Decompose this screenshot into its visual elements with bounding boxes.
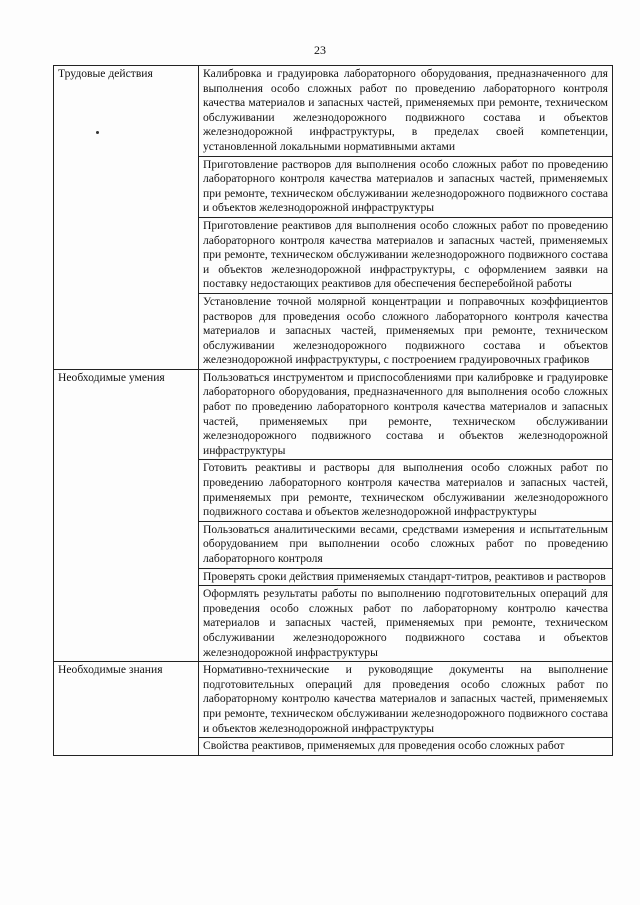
table-row: [54, 369, 613, 460]
skill-item: Пользоваться аналитическими весами, средствами измерения и испытательным оборудованием при выполнении особо сложных работ по проведению лабораторного контроля: [199, 521, 613, 568]
action-item: Приготовление реактивов для выполнения особо сложных работ по проведению лабораторного контроля качества материалов и запасных частей, применяемых при ремонте, техническом обслуживании железнодорожного подвижного состава и объектов железнодорожной инфраструктуры, с оформлением заявки на поставку недостающих реактивов для обеспечения бесперебойной работы: [199, 217, 613, 293]
skill-item: Пользоваться инструментом и приспособлениями при калибровке и градуировке лабораторного оборудования, предназначенного для выполнения особо сложных работ по проведению лабораторного контроля качества материалов и запасных частей, применяемых при ремонте, техническом обслуживании железнодорожного подвижного состава и объектов железнодорожной инфраструктуры: [199, 369, 613, 460]
skill-item: Оформлять результаты работы по выполнению подготовительных операций для проведения особо сложных работ по лабораторному контролю качества материалов и запасных частей, применяемых при ремонте, техническом обслуживании железнодорожного подвижного состава и объектов железнодорожной инфраструктуры: [199, 586, 613, 662]
skill-item: Проверять сроки действия применяемых стандарт-титров, реактивов и растворов: [199, 568, 613, 586]
action-item: Установление точной молярной концентрации и поправочных коэффициентов растворов для проведения особо сложного лабораторного контроля качества материалов и запасных частей, применяемых при ремонте, техническом обслуживании железнодорожного подвижного состава и объектов железнодорожной инфраструктуры, с построением градуировочных графиков: [199, 293, 613, 369]
knowledge-item: Нормативно-технические и руководящие документы на выполнение подготовительных операций для проведения особо сложных работ по лабораторному контролю качества материалов и запасных частей, применяемых при ремонте, техническом обслуживании железнодорожного подвижного состава и объектов железнодорожной инфраструктуры: [199, 662, 613, 738]
page-number: 23: [314, 43, 326, 57]
section-label-knowledge: Необходимые знания: [54, 662, 199, 756]
knowledge-item: Свойства реактивов, применяемых для проведения особо сложных работ: [199, 738, 613, 756]
table-row: [54, 662, 613, 738]
competency-table: [53, 65, 613, 756]
skill-item: Готовить реактивы и растворы для выполнения особо сложных работ по проведению лабораторного контроля качества материалов и запасных частей, применяемых при ремонте, техническом обслуживании железнодорожного подвижного состава и объектов железнодорожной инфраструктуры: [199, 460, 613, 521]
section-label-skills: Необходимые умения: [54, 369, 199, 661]
action-item: Калибровка и градуировка лабораторного оборудования, предназначенного для выполнения особо сложных работ по проведению лабораторного контроля качества материалов и запасных частей, применяемых при ремонте, техническом обслуживании железнодорожного подвижного состава и объектов железнодорожной инфраструктуры, в пределах своей компетенции, установленной локальными нормативными актами: [199, 66, 613, 157]
table-row: [54, 66, 613, 157]
section-label-actions: Трудовые действия: [54, 66, 199, 370]
action-item: Приготовление растворов для выполнения особо сложных работ по проведению лабораторного контроля качества материалов и запасных частей, применяемых при ремонте, техническом обслуживании железнодорожного подвижного состава и объектов железнодорожной инфраструктуры: [199, 156, 613, 217]
